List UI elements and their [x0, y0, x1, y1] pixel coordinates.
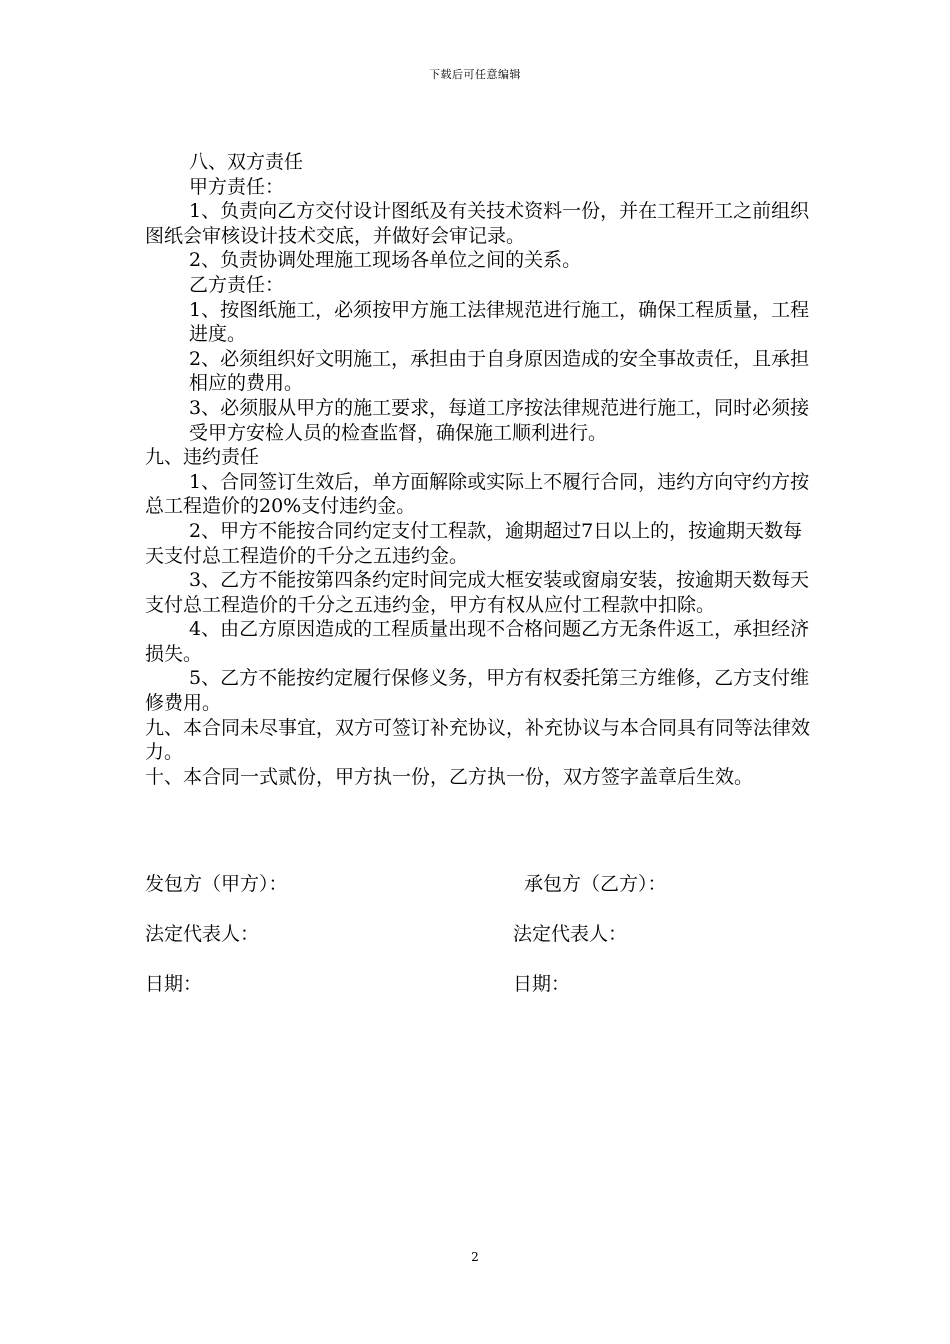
party-b-duty-2: 2、必须组织好文明施工，承担由于自身原因造成的安全事故责任，且承担相应的费用。	[189, 347, 810, 395]
party-a-duty-2: 2、负责协调处理施工现场各单位之间的关系。	[189, 249, 582, 272]
date-label-left: 日期：	[145, 973, 203, 995]
party-b-duty-1: 1、按图纸施工，必须按甲方施工法律规范进行施工，确保工程质量，工程进度。	[189, 298, 810, 346]
contractor-label: 承包方（乙方）：	[524, 873, 667, 895]
representative-label-left: 法定代表人：	[145, 923, 260, 945]
breach-clause-5: 5、乙方不能按约定履行保修义务，甲方有权委托第三方维修，乙方支付维修费用。	[145, 667, 810, 715]
party-a-duties-title: 甲方责任：	[189, 175, 285, 198]
representative-label-right: 法定代表人：	[513, 923, 628, 945]
header-note: 下载后可任意编辑	[429, 68, 521, 81]
breach-clause-2: 2、甲方不能按合同约定支付工程款，逾期超过7日以上的，按逾期天数每天支付总工程造价的千分之五违约金。	[145, 519, 803, 567]
breach-clause-1: 1、合同签订生效后，单方面解除或实际上不履行合同，违约方向守约方按总工程造价的20%支付违约金。	[145, 470, 810, 518]
section-8-title: 八、双方责任	[189, 151, 304, 173]
section-10-copies: 十、本合同一式贰份，甲方执一份，乙方执一份，双方签字盖章后生效。	[145, 765, 754, 788]
breach-clause-3: 3、乙方不能按第四条约定时间完成大框安装或窗扇安装，按逾期天数每天支付总工程造价的千分之五违约金，甲方有权从应付工程款中扣除。	[145, 569, 810, 616]
breach-clause-4: 4、由乙方原因造成的工程质量出现不合格问题乙方无条件返工，承担经济损失。	[145, 618, 810, 665]
issuer-label: 发包方（甲方）：	[145, 873, 288, 895]
date-label-right: 日期：	[513, 973, 571, 995]
section-9b-supplement: 九、本合同未尽事宜，双方可签订补充协议，补充协议与本合同具有同等法律效力。	[145, 716, 811, 764]
party-b-duty-3: 3、必须服从甲方的施工要求，每道工序按法律规范进行施工，同时必须接受甲方安检人员的检查监督，确保施工顺利进行。	[189, 396, 810, 444]
contract-body	[145, 150, 813, 789]
party-a-duty-1: 1、负责向乙方交付设计图纸及有关技术资料一份，并在工程开工之前组织图纸会审核设计技术交底，并做好会审记录。	[145, 200, 810, 247]
page-number: 2	[471, 1250, 479, 1264]
section-9-title: 九、违约责任	[145, 446, 260, 469]
party-b-duties-title: 乙方责任：	[189, 273, 285, 296]
